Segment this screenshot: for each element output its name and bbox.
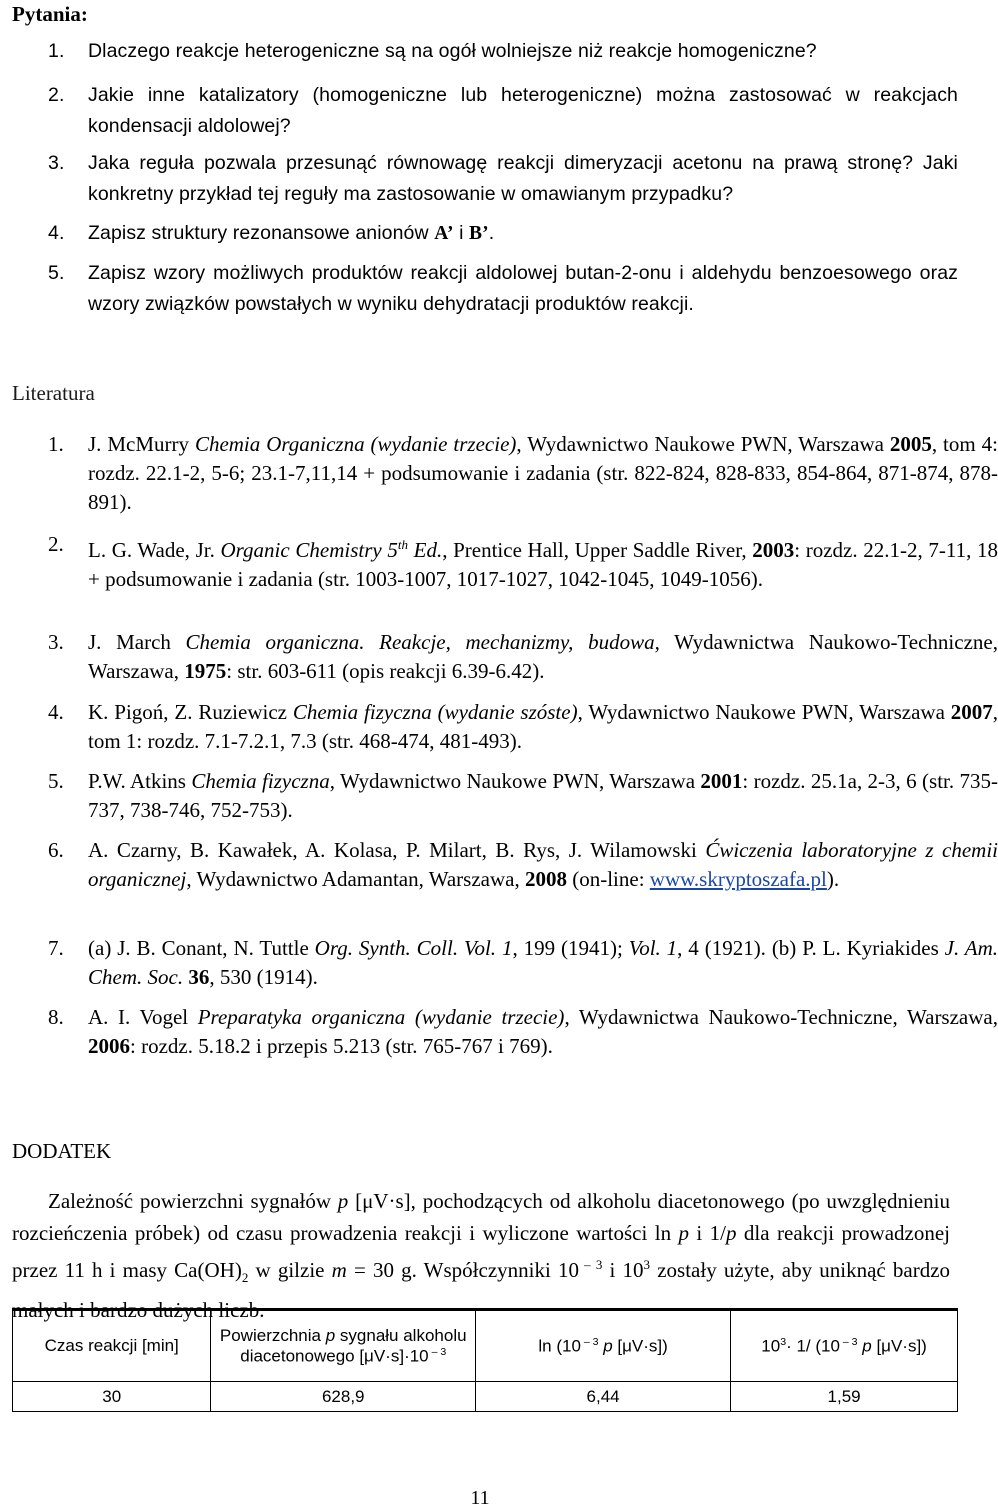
header-signal-area: Powierzchnia p sygnału alkoholu diacetonowego [μV·s]·10 $^{- 3}$: [211, 1310, 476, 1382]
reference-text: A. I. Vogel Preparatyka organiczna (wydanie trzecie), Wydawnictwa Naukowo-Techniczne, Warszawa, 2006: rozdz. 5.18.2 i przepis 5.213 (str. 765-767 i 769).: [88, 1005, 998, 1058]
header-inverse-p: $10^3\cdot 1/$ (10 $^{- 3}$ p [μV·s]): [731, 1310, 958, 1382]
question-text: Jakie inne katalizatory (homogeniczne lub heterogeniczne) można zastosować w reakcjach kondensacji aldolowej?: [88, 84, 958, 137]
reference-number: 5.: [48, 769, 64, 793]
anion-a-label: A’: [434, 223, 454, 244]
question-text: Zapisz struktury rezonansowe anionów A’ i B’.: [88, 222, 495, 244]
questions-heading: Pytania:: [12, 2, 88, 26]
header-reaction-time: Czas reakcji [min]: [13, 1310, 211, 1382]
appendix-heading: DODATEK: [12, 1139, 112, 1163]
question-number: 2.: [48, 84, 65, 106]
question-text: Jaka reguła pozwala przesunąć równowagę reakcji dimeryzacji acetonu na prawą stronę? Jaki konkretny przykład tej reguły ma zastosowanie w omawianym przypadku?: [88, 152, 958, 205]
reference-number: 7.: [48, 936, 64, 960]
reference-text: L. G. Wade, Jr. Organic Chemistry 5th Ed., Prentice Hall, Upper Saddle River, 2003: rozdz. 22.1-2, 7-11, 18 + podsumowanie i zadania (str. 1003-1007, 1017-1027, 1042-1045, 1049-1056).: [88, 537, 998, 591]
reference-number: 8.: [48, 1005, 64, 1029]
reference-text: J. March Chemia organiczna. Reakcje, mechanizmy, budowa, Wydawnictwa Naukowo-Techniczne, Warszawa, 1975: str. 603-611 (opis reakcji 6.39-6.42).: [88, 630, 998, 683]
reference-number: 4.: [48, 700, 64, 724]
table-row: [13, 1382, 958, 1412]
results-table: [12, 1308, 958, 1412]
reference-number: 6.: [48, 838, 64, 862]
reference-number: 2.: [48, 532, 64, 556]
question-number: 4.: [48, 222, 65, 244]
question-number: 5.: [48, 262, 65, 284]
question-text: Zapisz wzory możliwych produktów reakcji aldolowej butan-2-onu i aldehydu benzoesowego oraz wzory związków powstałych w wyniku dehydratacji produktów reakcji.: [88, 262, 958, 315]
table-cell: 6,44: [476, 1382, 731, 1412]
appendix-paragraph: Zależność powierzchni sygnałów p [μV·s], pochodzących od alkoholu diacetonowego (po uwzględnieniu rozcieńczenia próbek) od czasu prowadzenia reakcji i wyliczone wartości ln p i 1/p dla reakcji prowadzonej przez 11 h i masy $Ca(OH)_2$ w gilzie m = 30 g. Współczynniki 10 $^{- 3}$ i $10^3$ zostały użyte, aby uniknąć bardzo małych i bardzo dużych liczb.: [12, 1189, 951, 1323]
table-cell: 628,9: [211, 1382, 476, 1412]
table-cell: 30: [13, 1382, 211, 1412]
website-link[interactable]: www.skryptoszafa.pl: [649, 867, 827, 891]
reference-text: (a) J. B. Conant, N. Tuttle Org. Synth. Coll. Vol. 1, 199 (1941); Vol. 1, 4 (1921). (b) P. L. Kyriakides J. Am. Chem. Soc. 36, 530 (1914).: [88, 936, 998, 989]
table-cell: 1,59: [731, 1382, 958, 1412]
question-number: 3.: [48, 152, 65, 174]
anion-b-label: B’: [469, 223, 489, 244]
reference-text: P.W. Atkins Chemia fizyczna, Wydawnictwo Naukowe PWN, Warszawa 2001: rozdz. 25.1a, 2-3, 6 (str. 735-737, 738-746, 752-753).: [88, 769, 998, 822]
question-text: Dlaczego reakcje heterogeniczne są na ogół wolniejsze niż reakcje homogeniczne?: [88, 40, 817, 62]
reference-number: 3.: [48, 630, 64, 654]
literature-heading: Literatura: [12, 381, 95, 405]
reference-text: A. Czarny, B. Kawałek, A. Kolasa, P. Milart, B. Rys, J. Wilamowski Ćwiczenia laboratoryjne z chemii organicznej, Wydawnictwo Adamantan, Warszawa, 2008 (on-line: www.skryptoszafa.pl).: [88, 838, 998, 891]
reference-number: 1.: [48, 432, 64, 456]
header-ln-p: ln (10 $^{- 3}$ p [μV·s]): [476, 1310, 731, 1382]
table-header-row: [13, 1310, 958, 1382]
reference-text: K. Pigoń, Z. Ruziewicz Chemia fizyczna (wydanie szóste), Wydawnictwo Naukowe PWN, Warszawa 2007, tom 1: rozdz. 7.1-7.2.1, 7.3 (str. 468-474, 481-493).: [88, 700, 998, 753]
page-number: 11: [470, 1487, 490, 1509]
question-number: 1.: [48, 40, 65, 62]
reference-text: J. McMurry Chemia Organiczna (wydanie trzecie), Wydawnictwo Naukowe PWN, Warszawa 2005, tom 4: rozdz. 22.1-2, 5-6; 23.1-7,11,14 + podsumowanie i zadania (str. 822-824, 828-833, 854-864, 871-874, 878-891).: [88, 432, 998, 514]
